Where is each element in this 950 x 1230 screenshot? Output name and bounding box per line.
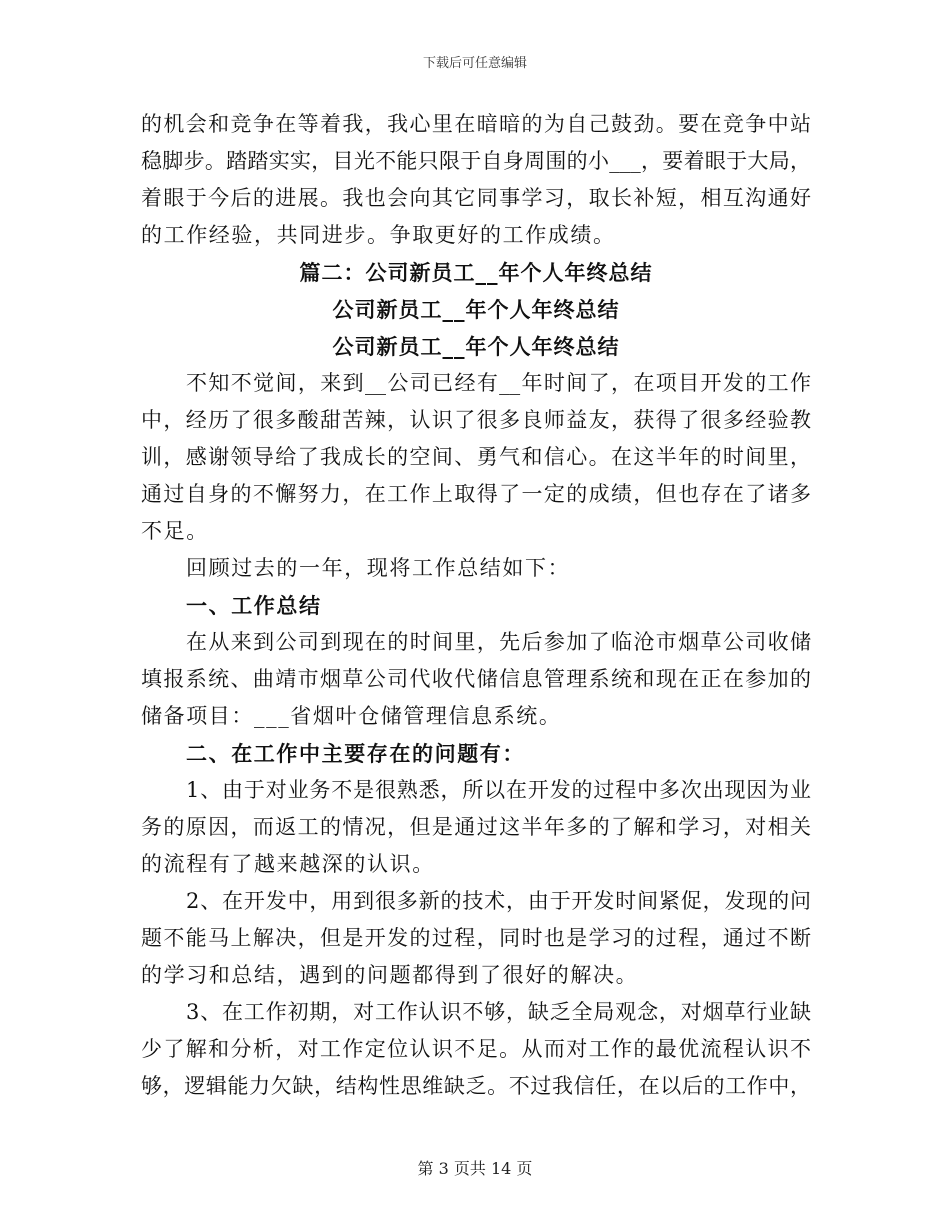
paragraph-line: 回顾过去的一年，现将工作总结如下： [186, 556, 571, 580]
paragraph-line: 够，逻辑能力欠缺，结构性思维缺乏。不过我信任，在以后的工作中， [141, 1074, 811, 1098]
paragraph-line: 稳脚步。踏踏实实，目光不能只限于自身周围的小___，要着眼于大局， [141, 149, 811, 173]
paragraph-line: 储备项目：___省烟叶仓储管理信息系统。 [141, 704, 562, 728]
paragraph-line: 不足。 [141, 519, 209, 543]
section-title: 公司新员工__年个人年终总结 [332, 297, 620, 322]
paragraph-line: 的学习和总结，遇到的问题都得到了很好的解决。 [141, 963, 639, 987]
paragraph-line: 的工作经验，共同进步。争取更好的工作成绩。 [141, 223, 616, 247]
paragraph-line: 填报系统、曲靖市烟草公司代收代储信息管理系统和现在正在参加的 [141, 667, 811, 691]
paragraph-line: 题不能马上解决，但是开发的过程，同时也是学习的过程，通过不断 [141, 926, 811, 950]
paragraph-line: 的机会和竞争在等着我，我心里在暗暗的为自己鼓劲。要在竞争中站 [141, 112, 811, 136]
section-heading: 二、在工作中主要存在的问题有： [186, 741, 525, 766]
section-title: 公司新员工__年个人年终总结 [332, 334, 620, 359]
paragraph-line: 在从来到公司到现在的时间里，先后参加了临沧市烟草公司收储 [186, 630, 811, 654]
paragraph-line: 的流程有了越来越深的认识。 [141, 852, 435, 876]
paragraph-line: 通过自身的不懈努力，在工作上取得了一定的成绩，但也存在了诸多 [141, 482, 811, 506]
paragraph-line: 中，经历了很多酸甜苦辣，认识了很多良师益友，获得了很多经验教 [141, 408, 811, 432]
section-heading: 一、工作总结 [186, 593, 322, 618]
section-title: 篇二：公司新员工__年个人年终总结 [299, 260, 653, 285]
document-body [141, 106, 811, 1105]
paragraph-line: 3、在工作初期，对工作认识不够，缺乏全局观念，对烟草行业缺 [186, 1000, 811, 1024]
page-header: 下载后可任意编辑 [422, 56, 527, 71]
paragraph-line: 训，感谢领导给了我成长的空间、勇气和信心。在这半年的时间里， [141, 445, 811, 469]
paragraph-line: 2、在开发中，用到很多新的技术，由于开发时间紧促，发现的问 [186, 889, 811, 913]
page-footer: 第 3 页共 14 页 [417, 1159, 533, 1178]
paragraph-line: 少了解和分析，对工作定位认识不足。从而对工作的最优流程认识不 [141, 1037, 811, 1061]
paragraph-line: 务的原因，而返工的情况，但是通过这半年多的了解和学习，对相关 [141, 815, 811, 839]
paragraph-line: 着眼于今后的进展。我也会向其它同事学习，取长补短，相互沟通好 [141, 186, 811, 210]
paragraph-line: 不知不觉间，来到__公司已经有__年时间了，在项目开发的工作 [186, 371, 811, 395]
paragraph-line: 1、由于对业务不是很熟悉，所以在开发的过程中多次出现因为业 [186, 778, 811, 802]
